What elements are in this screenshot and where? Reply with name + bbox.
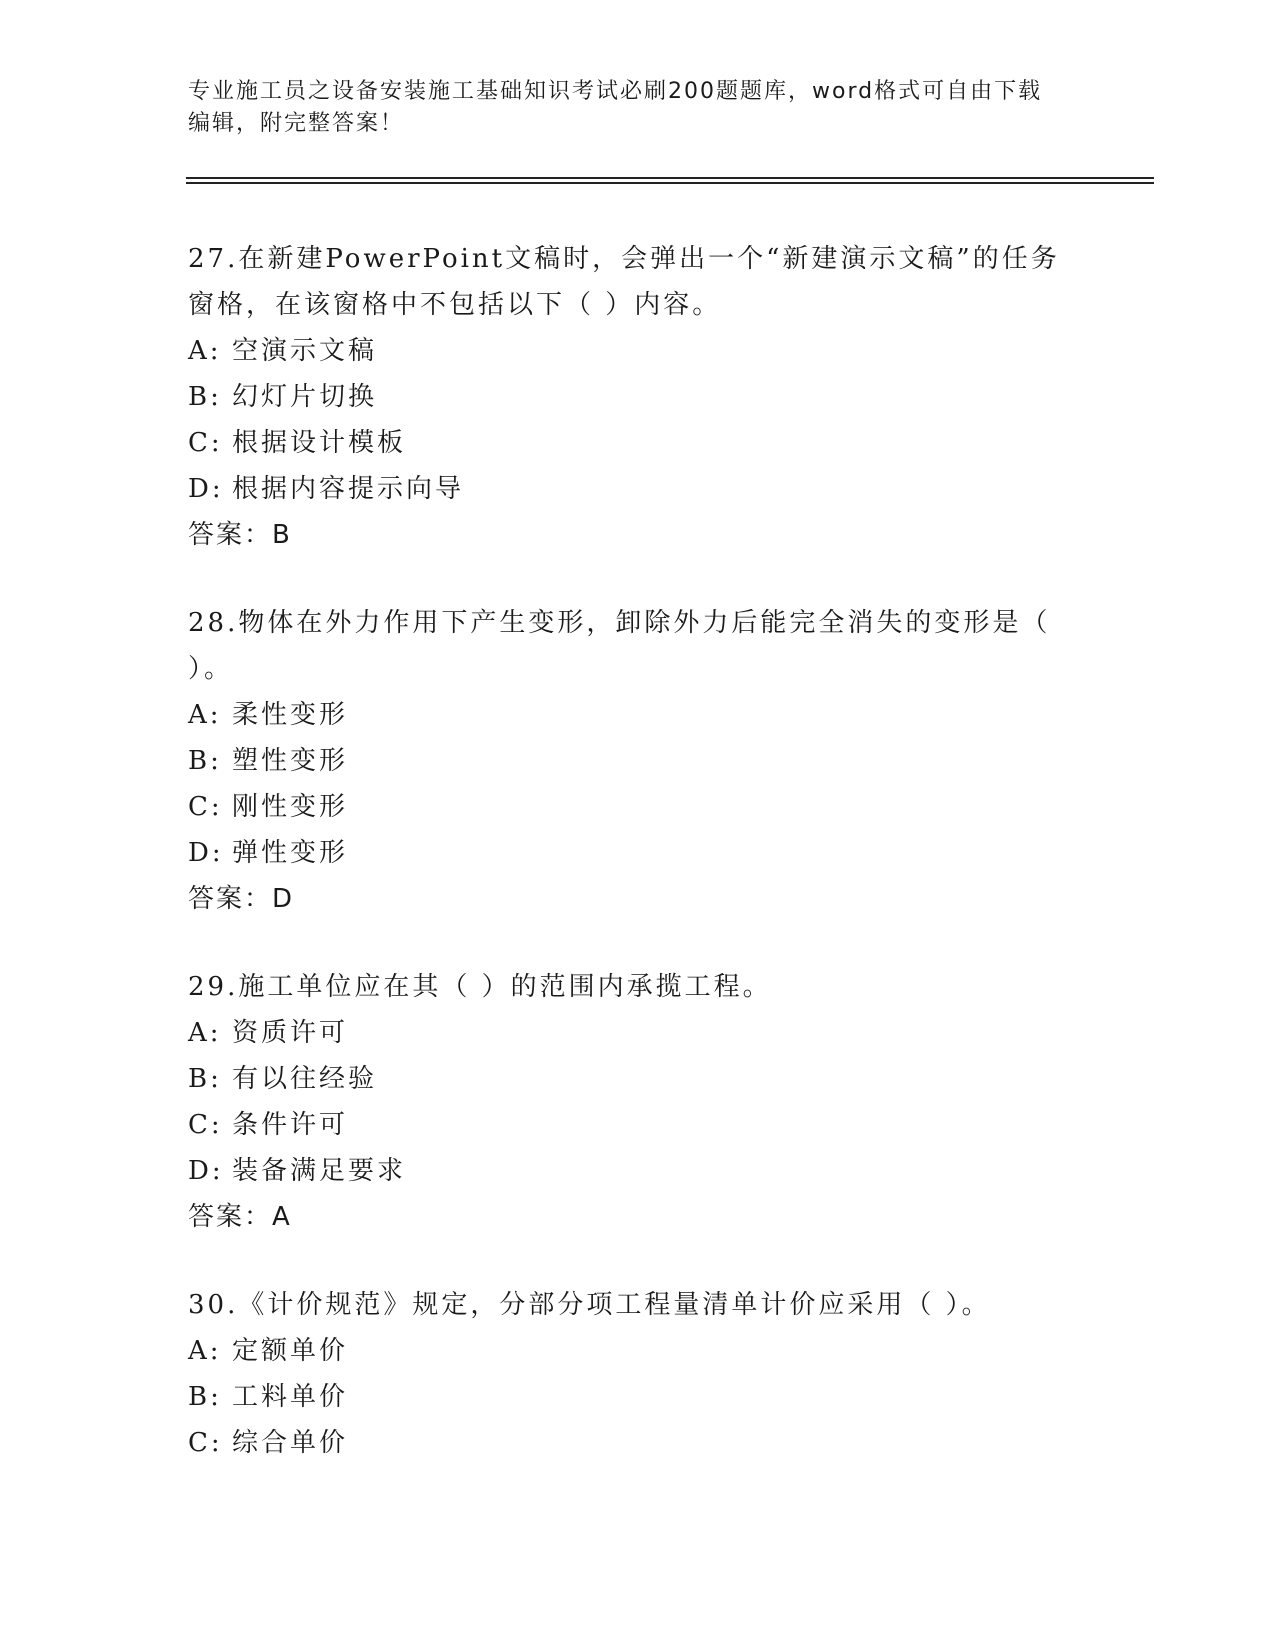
option-letter: C: [188, 792, 223, 822]
option-text: 条件许可 [232, 1110, 349, 1140]
option-text: 综合单价 [232, 1428, 349, 1458]
option-letter: A: [188, 700, 222, 730]
option-text: 弹性变形 [232, 838, 349, 868]
option-a [188, 1328, 1088, 1374]
option-letter: D: [188, 838, 224, 868]
option-letter: B: [188, 1064, 222, 1094]
option-c [188, 1420, 1088, 1466]
option-text: 定额单价 [232, 1336, 349, 1366]
option-c [188, 1102, 1088, 1148]
question-stem-line: 28.物体在外力作用下产生变形，卸除外力后能完全消失的变形是（ [188, 608, 1051, 638]
question-stem-line: 30.《计价规范》规定，分部分项工程量清单计价应采用（ ）。 [188, 1290, 991, 1320]
option-a [188, 1010, 1088, 1056]
option-letter: D: [188, 474, 224, 504]
question-stem-line: 窗格，在该窗格中不包括以下（ ）内容。 [188, 290, 722, 320]
option-b [188, 1374, 1088, 1420]
option-letter: D: [188, 1156, 224, 1186]
answer-line: 答案：A [188, 1202, 292, 1232]
option-text: 工料单价 [232, 1382, 349, 1412]
option-c [188, 784, 1088, 830]
option-letter: A: [188, 1018, 222, 1048]
question-list [188, 236, 1088, 1508]
option-text: 根据设计模板 [232, 428, 407, 458]
option-letter: B: [188, 746, 222, 776]
document-header [188, 76, 1088, 140]
option-c [188, 420, 1088, 466]
header-divider-top [186, 177, 1154, 179]
option-text: 柔性变形 [232, 700, 349, 730]
question-29 [188, 964, 1088, 1240]
question-stem-line: 27.在新建PowerPoint文稿时，会弹出一个“新建演示文稿”的任务 [188, 244, 1060, 274]
option-b [188, 374, 1088, 420]
answer-line: 答案：D [188, 884, 295, 914]
option-letter: C: [188, 1428, 223, 1458]
option-text: 根据内容提示向导 [232, 474, 465, 504]
option-a [188, 692, 1088, 738]
option-b [188, 1056, 1088, 1102]
question-27 [188, 236, 1088, 558]
question-stem-line: 29.施工单位应在其（ ）的范围内承揽工程。 [188, 972, 772, 1002]
header-line-1: 专业施工员之设备安装施工基础知识考试必刷200题题库，word格式可自由下载 [188, 79, 1043, 104]
option-d [188, 466, 1088, 512]
option-text: 塑性变形 [232, 746, 349, 776]
question-stem-line: ）。 [188, 654, 234, 684]
question-28 [188, 600, 1088, 922]
option-letter: B: [188, 1382, 222, 1412]
option-text: 刚性变形 [232, 792, 349, 822]
option-text: 有以往经验 [232, 1064, 378, 1094]
option-letter: C: [188, 1110, 223, 1140]
option-text: 幻灯片切换 [232, 382, 378, 412]
option-d [188, 830, 1088, 876]
option-a [188, 328, 1088, 374]
option-text: 装备满足要求 [232, 1156, 407, 1186]
option-letter: C: [188, 428, 223, 458]
answer-line: 答案：B [188, 520, 292, 550]
option-text: 空演示文稿 [232, 336, 378, 366]
option-d [188, 1148, 1088, 1194]
question-30 [188, 1282, 1088, 1466]
option-letter: A: [188, 1336, 222, 1366]
header-line-2: 编辑，附完整答案！ [188, 111, 405, 136]
option-letter: B: [188, 382, 222, 412]
option-letter: A: [188, 336, 222, 366]
option-b [188, 738, 1088, 784]
header-divider-bottom [186, 182, 1154, 184]
option-text: 资质许可 [232, 1018, 349, 1048]
